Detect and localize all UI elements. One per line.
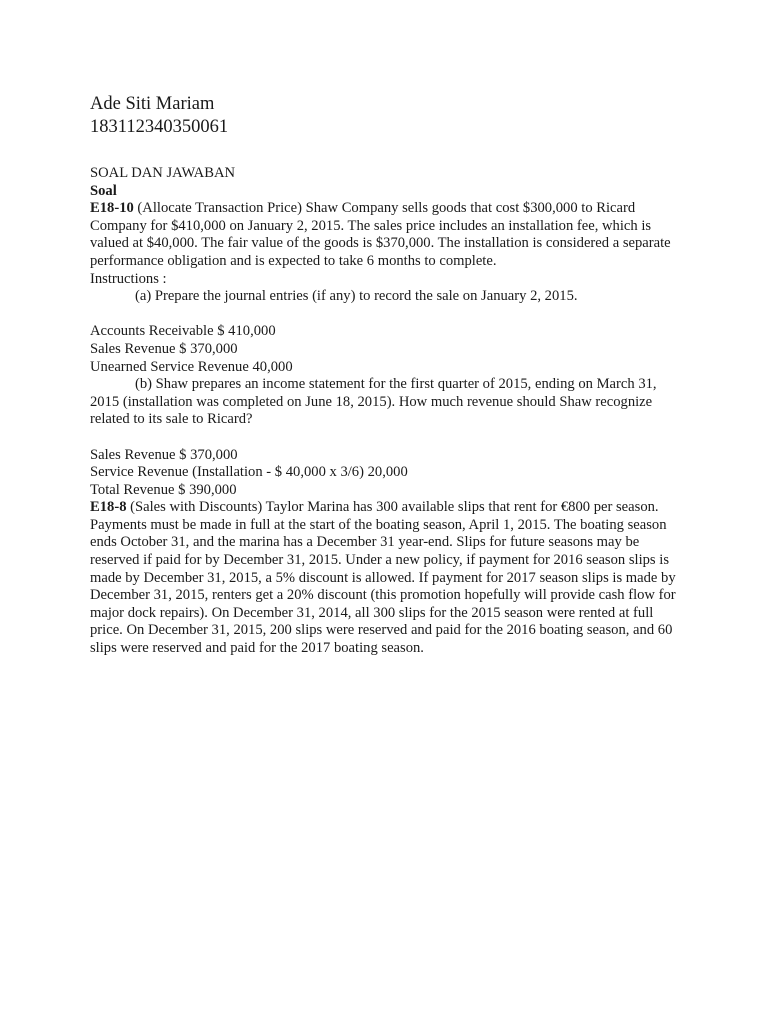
soal-label: Soal [90, 182, 117, 199]
answer-a-line: Unearned Service Revenue 40,000 [90, 358, 293, 375]
spacer [90, 429, 688, 447]
answer-a-line: Sales Revenue $ 370,000 [90, 340, 238, 357]
section-title: SOAL DAN JAWABAN [90, 165, 236, 181]
soal-heading [90, 183, 688, 201]
answer-b-line: Total Revenue $ 390,000 [90, 481, 237, 498]
answer-b-line: Service Revenue (Installation - $ 40,000 x 3/6) 20,000 [90, 464, 408, 481]
exercise-e18-10-code: E18-10 [90, 200, 134, 217]
document-body [90, 165, 688, 658]
author-id-number: 183112340350061 [90, 117, 229, 137]
author-block [90, 93, 688, 139]
spacer [90, 139, 688, 165]
answer-b-line: Sales Revenue $ 370,000 [90, 446, 238, 463]
exercise-e18-8-text [90, 499, 688, 657]
question-b: (b) Shaw prepares an income statement for the first quarter of 2015, ending on March 31, 2015 (installation was completed on June 18, 2015). How much revenue should Shaw recognize related to its sale to Ricard? [90, 376, 657, 428]
exercise-e18-10-text [90, 200, 688, 270]
question-a: (a) Prepare the journal entries (if any) to record the sale on January 2, 2015. [135, 288, 578, 305]
author-name: Ade Siti Mariam [90, 94, 215, 114]
exercise-e18-8-description: (Sales with Discounts) Taylor Marina has 300 available slips that rent for €800 per season. Payments must be made in full at the start of the boating season, April 1, 2015. The boating season ends October 31, and the marina has a December 31 year-end. Slips for future seasons may be reserved if paid for by December 31, 2015. Under a new policy, if payment for 2016 season slips is made by December 31, 2015, a 5% discount is allowed. If payment for 2017 season slips is made by December 31, 2015, renters get a 20% discount (this promotion hopefully will provide cash flow for major dock repairs). On December 31, 2014, all 300 slips for the 2015 season were rented at full price. On December 31, 2015, 200 slips were reserved and paid for the 2016 boating season, and 60 slips were reserved and paid for the 2017 boating season. [90, 499, 676, 657]
exercise-e18-10-description: (Allocate Transaction Price) Shaw Company sells goods that cost $300,000 to Ricard Company for $410,000 on January 2, 2015. The sales price includes an installation fee, which is valued at $40,000. The fair value of the goods is $370,000. The installation is considered a separate performance obligation and is expected to take 6 months to complete. [90, 200, 671, 269]
answer-a-line: Accounts Receivable $ 410,000 [90, 323, 276, 340]
spacer [90, 306, 688, 324]
instructions-label: Instructions : [90, 270, 167, 287]
exercise-e18-8-code: E18-8 [90, 499, 127, 516]
